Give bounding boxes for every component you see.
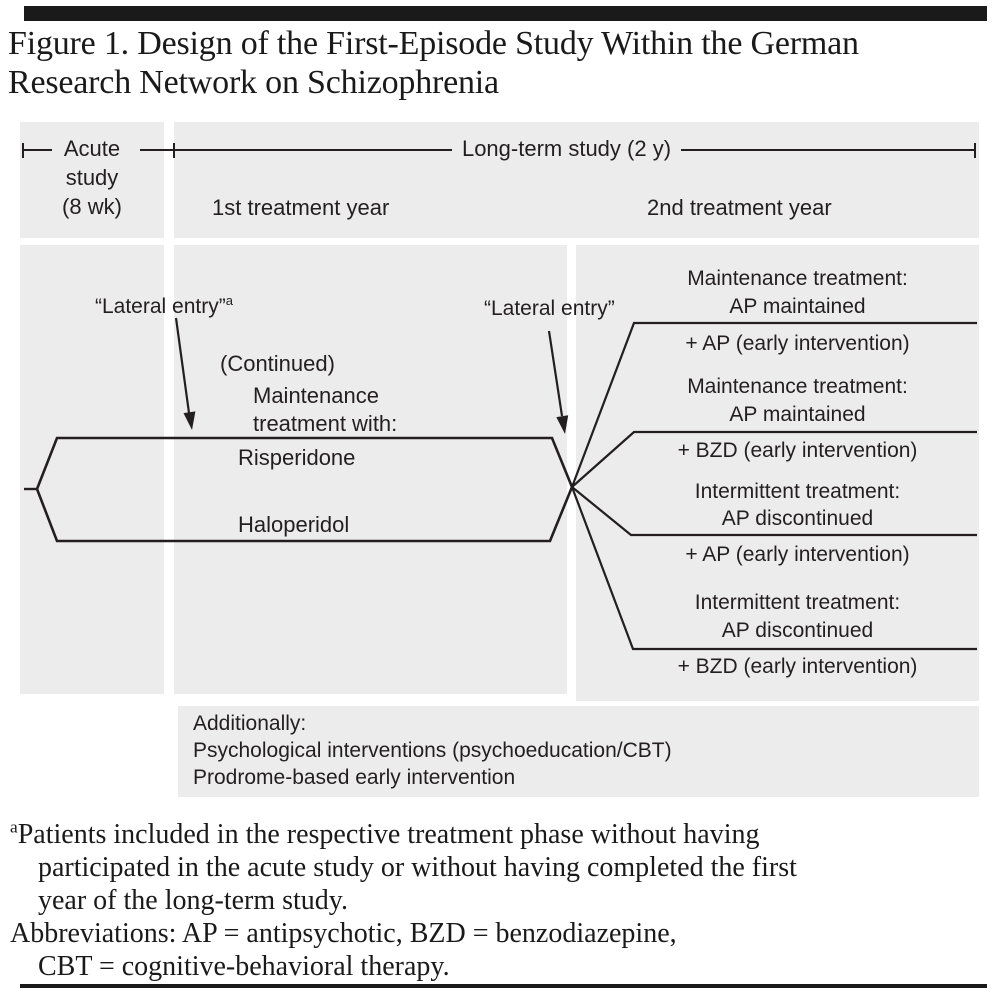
arm4-label-line1: Intermittent treatment: (694, 591, 901, 614)
bottom-rule (20, 984, 987, 988)
additional-item-1: Psychological interventions (psychoeducation/CBT) (193, 739, 672, 762)
footnote-line1-text: Patients included in the respective treatment phase without having (17, 819, 760, 850)
drug-risperidone-label: Risperidone (238, 445, 356, 470)
figure-title-line2: Research Network on Schizophrenia (8, 64, 499, 101)
arm1-label-line2: AP maintained (729, 295, 866, 318)
additional-heading: Additionally: (193, 712, 307, 735)
footnote-line3: year of the long-term study. (38, 885, 348, 916)
footnote-line1 (10, 818, 760, 851)
figure-title-line1: Figure 1. Design of the First-Episode Study Within the German (8, 25, 859, 62)
arm2-intervention: + BZD (early intervention) (677, 439, 918, 462)
acute-label-line1: Acute (63, 136, 121, 161)
arm2-label-line1: Maintenance treatment: (687, 375, 908, 398)
longterm-label: Long-term study (2 y) (461, 136, 672, 161)
lateral-entry-1 (95, 295, 233, 319)
arm4-label-line2: AP discontinued (721, 619, 874, 642)
figure-title (8, 24, 859, 102)
abbreviations-line1: Abbreviations: AP = antipsychotic, BZD = benzodiazepine, (10, 918, 677, 949)
footnote-marker: a (10, 817, 18, 837)
arm2-label-line2: AP maintained (729, 403, 866, 426)
year2-label: 2nd treatment year (647, 195, 832, 220)
arm1-label-line1: Maintenance treatment: (687, 267, 908, 290)
footnote-line2: participated in the acute study or without having completed the first (38, 852, 797, 883)
year1-label: 1st treatment year (212, 195, 390, 220)
arm3-label-line1: Intermittent treatment: (694, 480, 901, 503)
acute-label-line2: study (65, 165, 119, 190)
maintenance-with-line2: treatment with: (253, 411, 398, 436)
arm1-intervention: + AP (early intervention) (685, 332, 910, 355)
continued-label: (Continued) (220, 351, 335, 376)
drug-haloperidol-label: Haloperidol (238, 512, 350, 537)
lateral-entry-2: “Lateral entry” (484, 297, 615, 320)
arm3-intervention: + AP (early intervention) (685, 543, 910, 566)
additional-item-2: Prodrome-based early intervention (193, 766, 516, 789)
lateral-entry-1-text: “Lateral entry” (95, 295, 226, 318)
maintenance-with-line1: Maintenance (253, 383, 379, 408)
top-rule (24, 6, 987, 21)
lateral-entry-1-superscript: a (225, 293, 233, 308)
abbreviations-line2: CBT = cognitive-behavioral therapy. (38, 951, 450, 982)
arm4-intervention: + BZD (early intervention) (677, 655, 918, 678)
arm3-label-line2: AP discontinued (721, 507, 874, 530)
acute-label-line3: (8 wk) (62, 194, 122, 219)
